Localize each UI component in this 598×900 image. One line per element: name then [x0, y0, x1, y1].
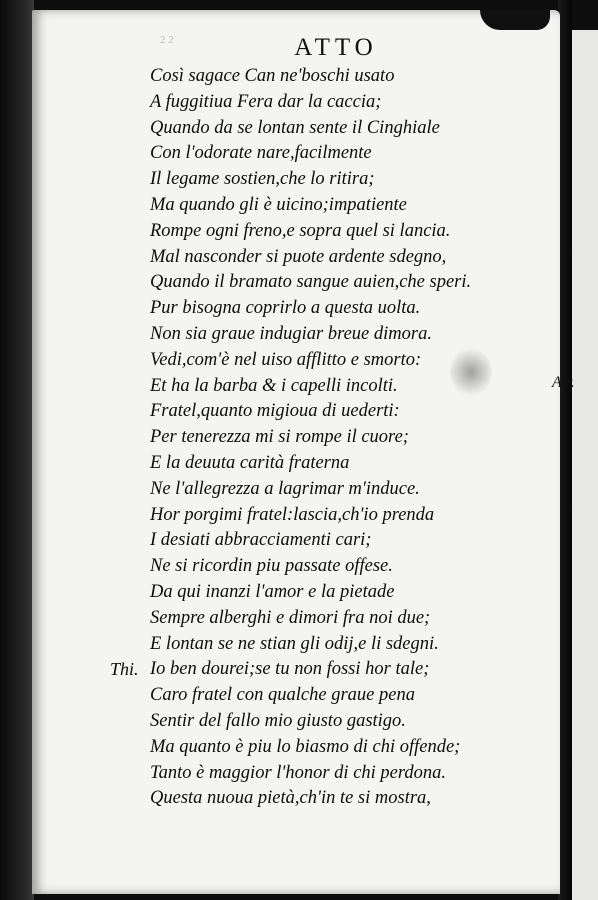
verse-line: Ma quando gli è uicino;impatiente [150, 194, 407, 215]
verse-line: I desiati abbracciamenti cari; [150, 530, 372, 551]
verse-line-text: Io ben dourei;se tu non fossi hor tale; [150, 659, 430, 680]
verse-line: Pur bisogna coprirlo a questa uolta. [150, 298, 421, 319]
book-spine-edge [0, 0, 34, 900]
verse-line: Sempre alberghi e dimori fra noi due; [150, 607, 431, 628]
verse-line: Fratel,quanto migioua di uederti: [150, 401, 400, 422]
page-number: 2 2 [160, 34, 174, 46]
verse-line: Sentir del fallo mio giusto gastigo. [150, 710, 406, 731]
verse-line: Quando il bramato sangue auien,che speri. [150, 272, 472, 293]
verse-line: Da qui inanzi l'amor e la pietade [150, 581, 395, 602]
verse-line: A fuggitiua Fera dar la caccia; [150, 91, 382, 112]
verse-line: Ne l'allegrezza a lagrimar m'induce. [150, 478, 420, 499]
verse-line: Con l'odorate nare,facilmente [150, 143, 372, 164]
verse-line: Questa nuoua pietà,ch'in te si mostra, [150, 788, 431, 809]
verse-line: Tanto è maggior l'honor di chi perdona. [150, 762, 447, 783]
verse-line: Per tenerezza mi si rompe il cuore; [150, 427, 409, 448]
verse-line: Rompe ogni freno,e sopra quel si lancia. [150, 220, 451, 241]
book-page [32, 10, 560, 894]
verse-line: Mal nasconder si puote ardente sdegno, [150, 246, 447, 267]
verse-line: Così sagace Can ne'boschi usato [150, 66, 395, 86]
verse-line: E la deuuta carità fraterna [150, 452, 350, 473]
verse-line: Caro fratel con qualche graue pena [150, 685, 415, 706]
running-title: ATTO [294, 34, 378, 61]
verse-line: Hor porgimi fratel:lascia,ch'io prenda [150, 504, 435, 525]
verse-line: Ne si ricordin piu passate offese. [150, 556, 393, 577]
verse-line: Quando da se lontan sente il Cinghiale [150, 117, 440, 138]
verse-line: Non sia graue indugiar breue dimora. [150, 323, 432, 344]
page-damage [480, 10, 550, 30]
verse-line: Ma quanto è piu lo biasmo di chi offende; [150, 736, 461, 757]
verse-line-with-speaker [110, 657, 550, 683]
verse-line: Et ha la barba & i capelli incolti. [150, 375, 398, 396]
verse-block [110, 64, 550, 812]
verse-line: E lontan se ne stian gli odij,e li sdegni. [150, 633, 439, 654]
verse-line: Vedi,com'è nel uiso afflitto e smorto: [150, 349, 422, 370]
speaker-label: Thi. [110, 659, 139, 680]
verse-line: Il legame sostien,che lo ritira; [150, 169, 375, 190]
book-gutter [558, 0, 572, 900]
facing-page-edge [572, 30, 598, 900]
margin-speaker-label: Atr. [552, 374, 575, 391]
